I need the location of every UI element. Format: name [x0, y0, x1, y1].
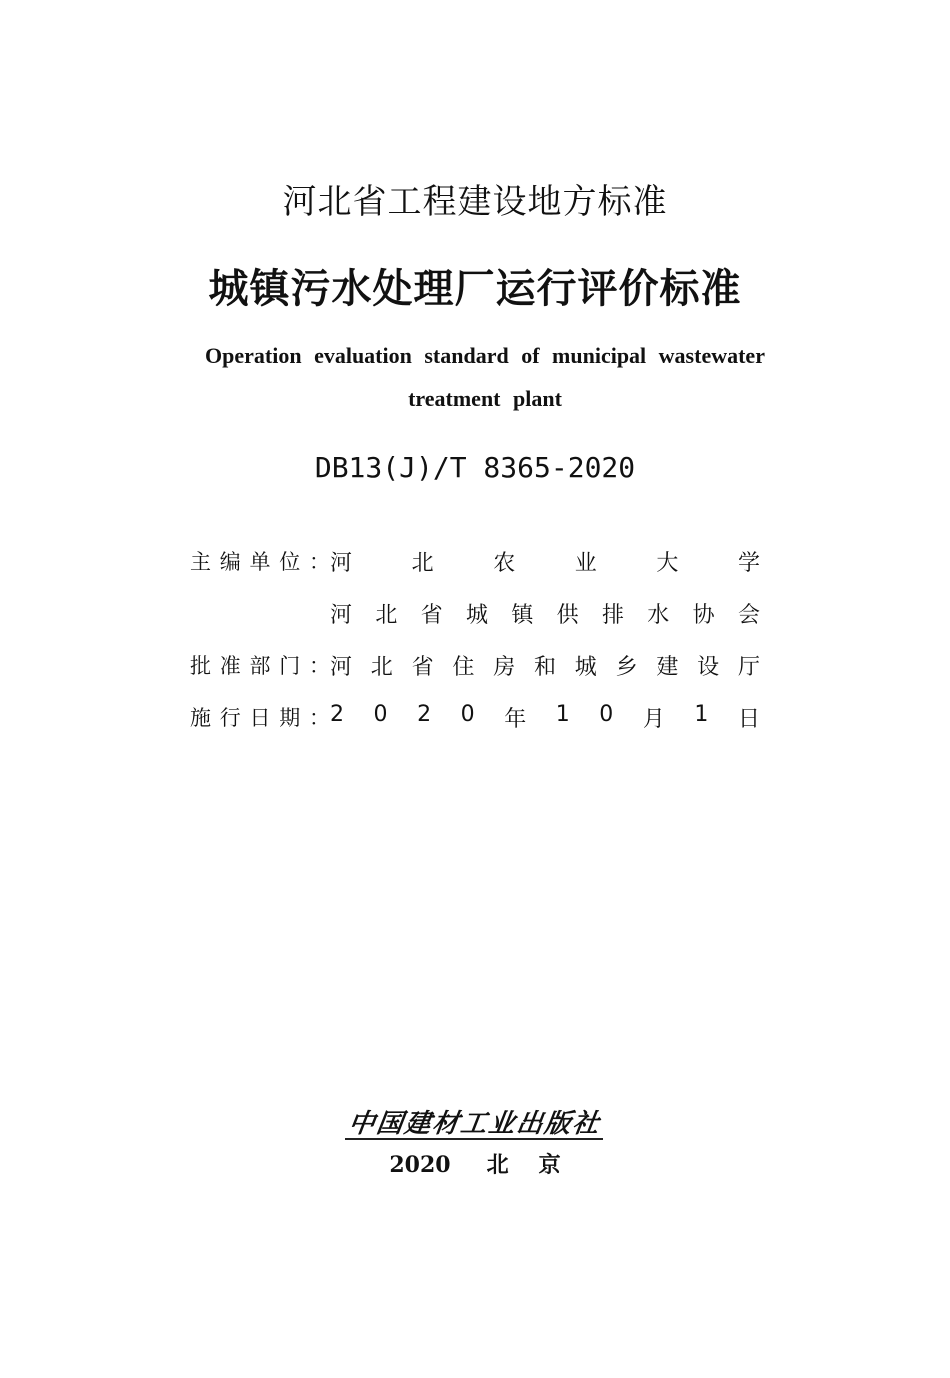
char: 1	[555, 701, 570, 727]
char: 0	[373, 701, 388, 727]
char: 河	[330, 550, 353, 576]
label-char: 行	[219, 706, 241, 730]
label-char: ：	[309, 654, 330, 678]
english-title	[160, 334, 810, 420]
char: 2	[330, 701, 344, 727]
char: 0	[599, 701, 614, 727]
series-title: 河北省工程建设地方标准	[282, 182, 668, 222]
main-title: 城镇污水处理厂运行评价标准	[208, 265, 742, 312]
english-title-line-1: Operation evaluation standard of municipal wastewater	[205, 343, 765, 368]
char: 社	[570, 1108, 601, 1139]
char: 材	[430, 1108, 461, 1139]
char: 业	[486, 1108, 517, 1139]
char: 国	[374, 1108, 405, 1139]
char: 协	[692, 602, 715, 628]
effective-date-row	[190, 691, 770, 743]
info-table	[190, 535, 770, 743]
imprint	[0, 1148, 950, 1182]
char: 建	[656, 654, 679, 680]
char: 设	[697, 654, 720, 680]
char: 省	[420, 602, 443, 628]
imprint-city-char-1: 北	[486, 1152, 509, 1178]
char: 河	[330, 654, 353, 680]
approval-label	[190, 650, 330, 680]
label-char: 编	[219, 550, 241, 574]
char: 北	[370, 654, 393, 680]
effective-date-value	[330, 702, 760, 733]
char: 2	[417, 701, 432, 727]
editor-row-2	[190, 587, 770, 639]
char: 城	[465, 602, 488, 628]
char: 1	[694, 701, 709, 727]
char: 业	[574, 550, 597, 576]
char: 中	[346, 1108, 377, 1139]
char: 住	[452, 654, 475, 680]
char: 北	[375, 602, 398, 628]
publisher-logo	[345, 1104, 603, 1140]
char: 镇	[511, 602, 534, 628]
char: 工	[458, 1108, 489, 1139]
char: 学	[737, 550, 760, 576]
char: 省	[411, 654, 434, 680]
effective-date-label	[190, 702, 330, 732]
char: 北	[411, 550, 434, 576]
char: 房	[493, 654, 516, 680]
standard-code: DB13(J)/T 8365-2020	[314, 451, 636, 484]
editor-value-1	[330, 546, 760, 577]
editor-label	[190, 546, 330, 576]
char: 农	[493, 550, 516, 576]
char: 年	[504, 706, 527, 732]
approval-row	[190, 639, 770, 691]
label-char: 位	[279, 550, 301, 574]
char: 城	[574, 654, 597, 680]
char: 厅	[737, 654, 760, 680]
approval-value	[330, 650, 760, 681]
char: 大	[656, 550, 679, 576]
label-char: 主	[190, 550, 211, 574]
char: 日	[737, 706, 760, 732]
char: 版	[542, 1108, 573, 1139]
label-char: 施	[190, 706, 211, 730]
editor-row-1	[190, 535, 770, 587]
label-char: 单	[249, 550, 271, 574]
editor-value-2	[330, 598, 760, 629]
label-char: 期	[279, 706, 301, 730]
char: 和	[533, 654, 556, 680]
label-char: 日	[249, 706, 271, 730]
label-char: ：	[309, 550, 330, 574]
label-char: 门	[279, 654, 301, 678]
char: 水	[647, 602, 670, 628]
label-char: ：	[309, 706, 330, 730]
char: 建	[402, 1108, 433, 1139]
english-title-line-2: treatment plant	[408, 386, 562, 411]
imprint-year: 2020	[389, 1152, 451, 1178]
label-char: 准	[219, 654, 241, 678]
label-char: 部	[249, 654, 271, 678]
char: 0	[460, 701, 475, 727]
char: 河	[330, 602, 353, 628]
char: 排	[601, 602, 624, 628]
char: 供	[556, 602, 579, 628]
char: 出	[514, 1108, 545, 1139]
label-char: 批	[190, 654, 211, 678]
char: 会	[737, 602, 760, 628]
imprint-city-char-2: 京	[538, 1152, 561, 1178]
char: 月	[642, 706, 665, 732]
char: 乡	[615, 654, 638, 680]
